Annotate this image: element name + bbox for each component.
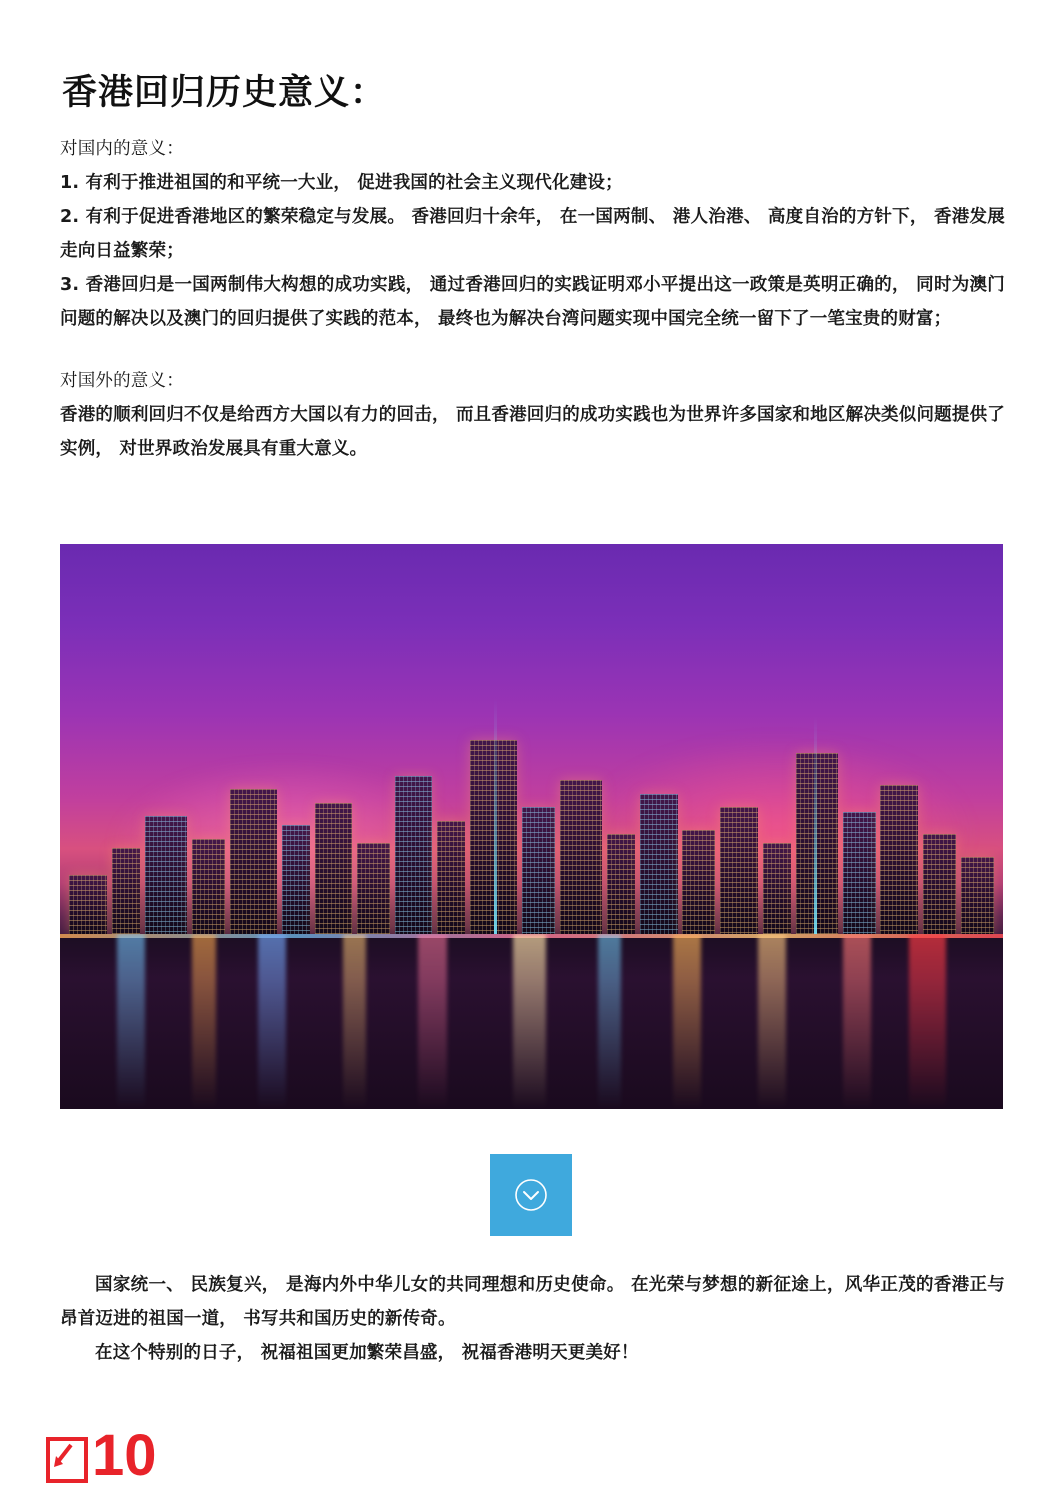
closing-line-2: 在这个特别的日子， 祝福祖国更加繁荣昌盛， 祝福香港明天更美好！ [95, 1343, 639, 1363]
photo-water-reflection [60, 934, 1003, 1109]
section-spacer [60, 336, 1005, 364]
photo-skyline-buildings [60, 708, 1003, 934]
body-content [60, 132, 1005, 466]
page-number: 10 [92, 1423, 157, 1488]
section-heading-domestic: 对国内的意义： [60, 139, 184, 159]
foreign-point-1: 香港的顺利回归不仅是给西方大国以有力的回击， 而且香港回归的成功实践也为世界许多国家和地区解决类似问题提供了实例， 对世界政治发展具有重大意义。 [60, 405, 1005, 459]
section-heading-foreign: 对国外的意义： [60, 371, 184, 391]
closing-line-1: 国家统一、 民族复兴， 是海内外中华儿女的共同理想和历史使命。 在光荣与梦想的新征途上，风华正茂的香港正与昂首迈进的祖国一道， 书写共和国历史的新传奇。 [60, 1275, 1005, 1329]
scroll-down-button[interactable] [490, 1154, 572, 1236]
domestic-point-2: 2. 有利于促进香港地区的繁荣稳定与发展。 香港回归十余年， 在一国两制、 港人治港、 高度自治的方针下， 香港发展走向日益繁荣； [60, 207, 1005, 261]
domestic-point-3: 3. 香港回归是一国两制伟大构想的成功实践， 通过香港回归的实践证明邓小平提出这一政策是英明正确的， 同时为澳门问题的解决以及澳门的回归提供了实践的范本， 最终也为解决台湾问题实现中国完全统一留下了一笔宝贵的财富； [60, 275, 1005, 329]
chevron-down-circle-icon [513, 1177, 549, 1213]
domestic-point-1: 1. 有利于推进祖国的和平统一大业， 促进我国的社会主义现代化建设； [60, 173, 623, 193]
photo-sky [60, 544, 1003, 1109]
pencil-box-icon [44, 1433, 84, 1479]
page-title: 香港回归历史意义： [62, 73, 387, 114]
closing-text [60, 1268, 1005, 1370]
page-footer [44, 1423, 157, 1488]
skyline-photo [60, 544, 1003, 1109]
